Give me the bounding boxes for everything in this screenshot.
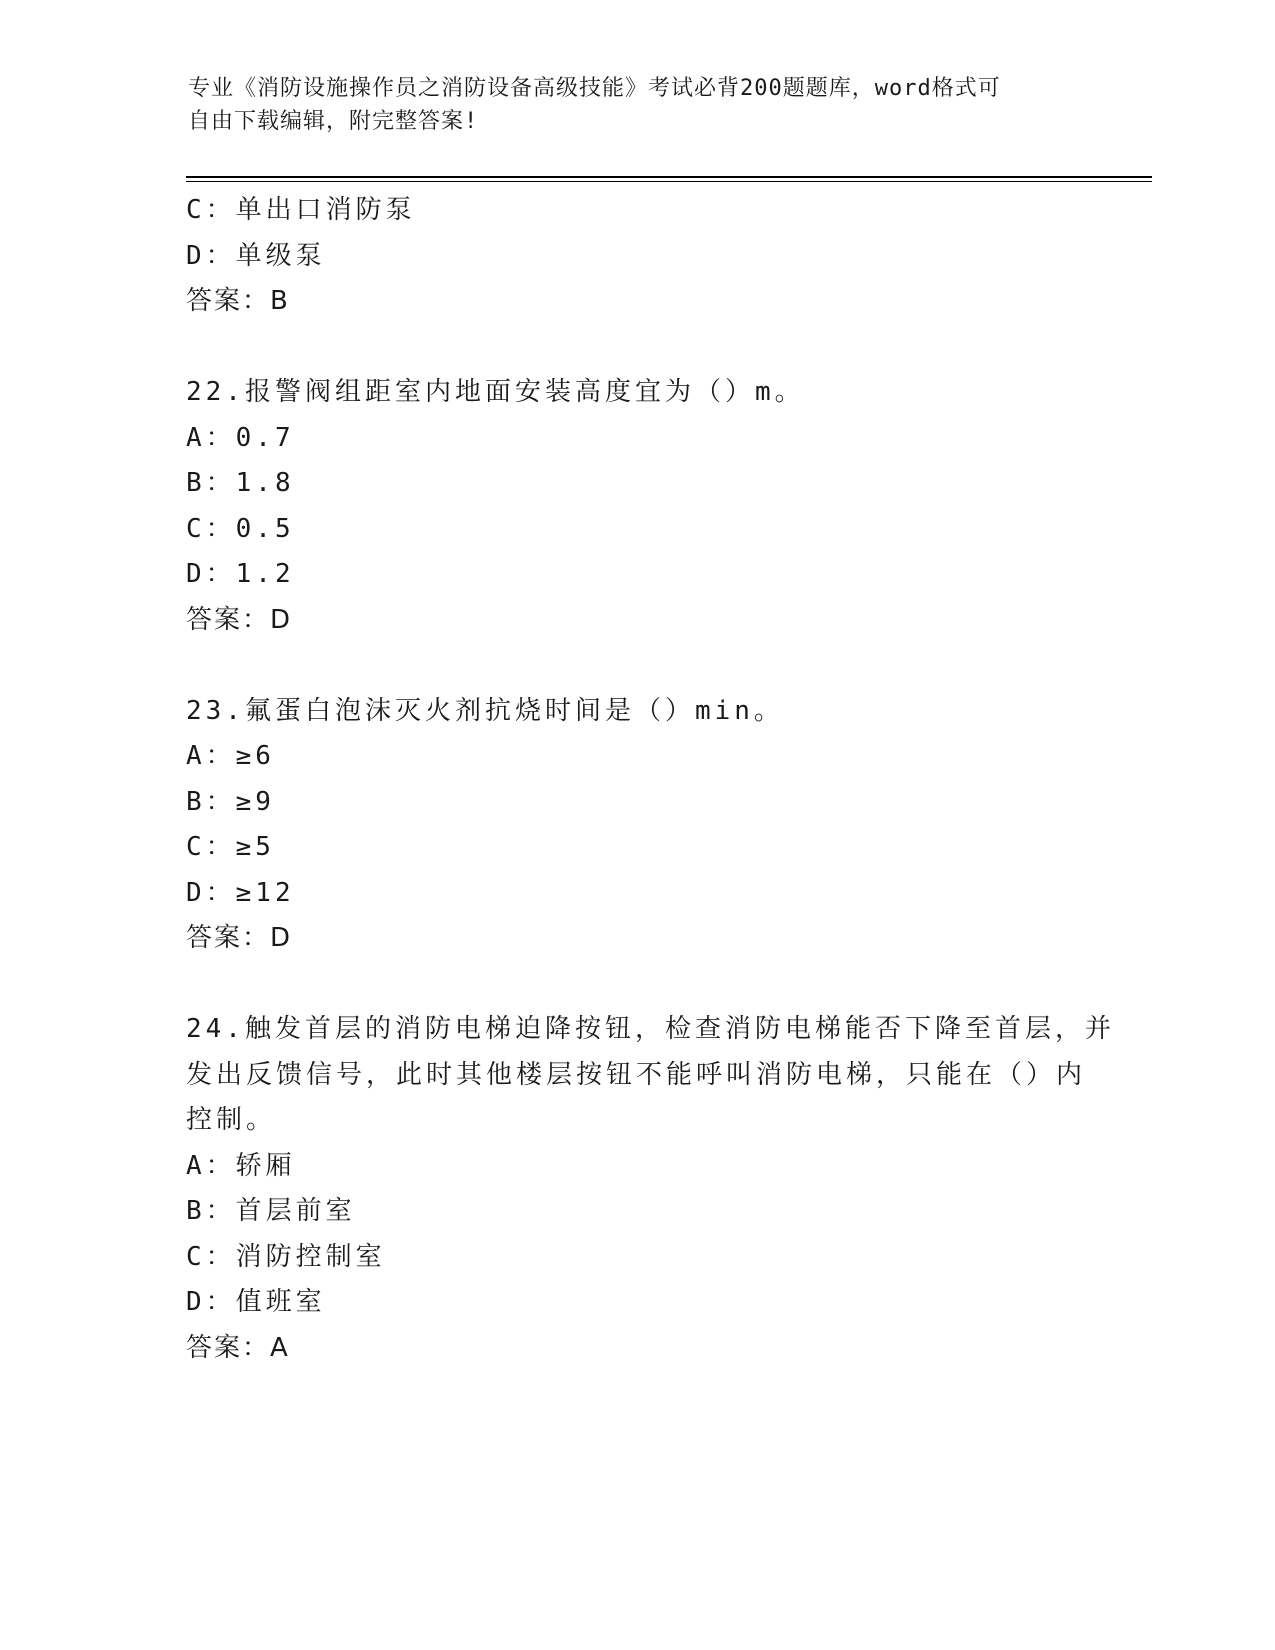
page-header [188,72,1088,138]
option-a: A：0.7 [186,422,295,453]
question-stem-line-3: 控制。 [186,1105,277,1135]
answer: 答案：D [186,923,293,953]
spacer [186,325,1086,371]
question-stem-line-1: 24.触发首层的消防电梯迫降按钮，检查消防电梯能否下降至首层，并 [186,1014,1115,1044]
question-24 [186,1007,1115,1371]
option-c: C：消防控制室 [186,1241,386,1272]
question-stem: 22.报警阀组距室内地面安装高度宜为（）m。 [186,377,805,407]
option-c: C：0.5 [186,513,295,544]
header-divider-thick [186,176,1152,178]
question-stem: 23.氟蛋白泡沫灭火剂抗烧时间是（）min。 [186,695,784,726]
answer: 答案：D [186,604,293,635]
header-divider-thin [186,181,1152,182]
option-c: C：≥5 [186,832,275,862]
question-23 [186,689,1086,962]
option-a: A：≥6 [186,741,275,771]
option-b: B：1.8 [186,468,295,498]
option-d: D：1.2 [186,559,295,589]
spacer [186,643,1086,689]
spacer [186,962,1086,1008]
header-line-2: 自由下载编辑，附完整答案! [188,109,479,134]
option-c: C：单出口消防泵 [186,195,416,225]
header-line-1: 专业《消防设施操作员之消防设备高级技能》考试必背200题题库，word格式可 [188,76,1001,101]
answer: 答案：A [186,1332,290,1363]
option-a: A：轿厢 [186,1150,296,1181]
option-d: D：单级泵 [186,240,326,271]
option-d: D：≥12 [186,877,295,908]
question-22 [186,370,1086,643]
question-21-tail [186,188,1086,325]
option-b: B：≥9 [186,786,275,817]
question-list [186,188,1115,1371]
option-d: D：值班室 [186,1287,326,1317]
option-b: B：首层前室 [186,1196,356,1226]
answer: 答案：B [186,286,290,316]
question-stem-line-2: 发出反馈信号，此时其他楼层按钮不能呼叫消防电梯，只能在（）内 [186,1059,1087,1090]
